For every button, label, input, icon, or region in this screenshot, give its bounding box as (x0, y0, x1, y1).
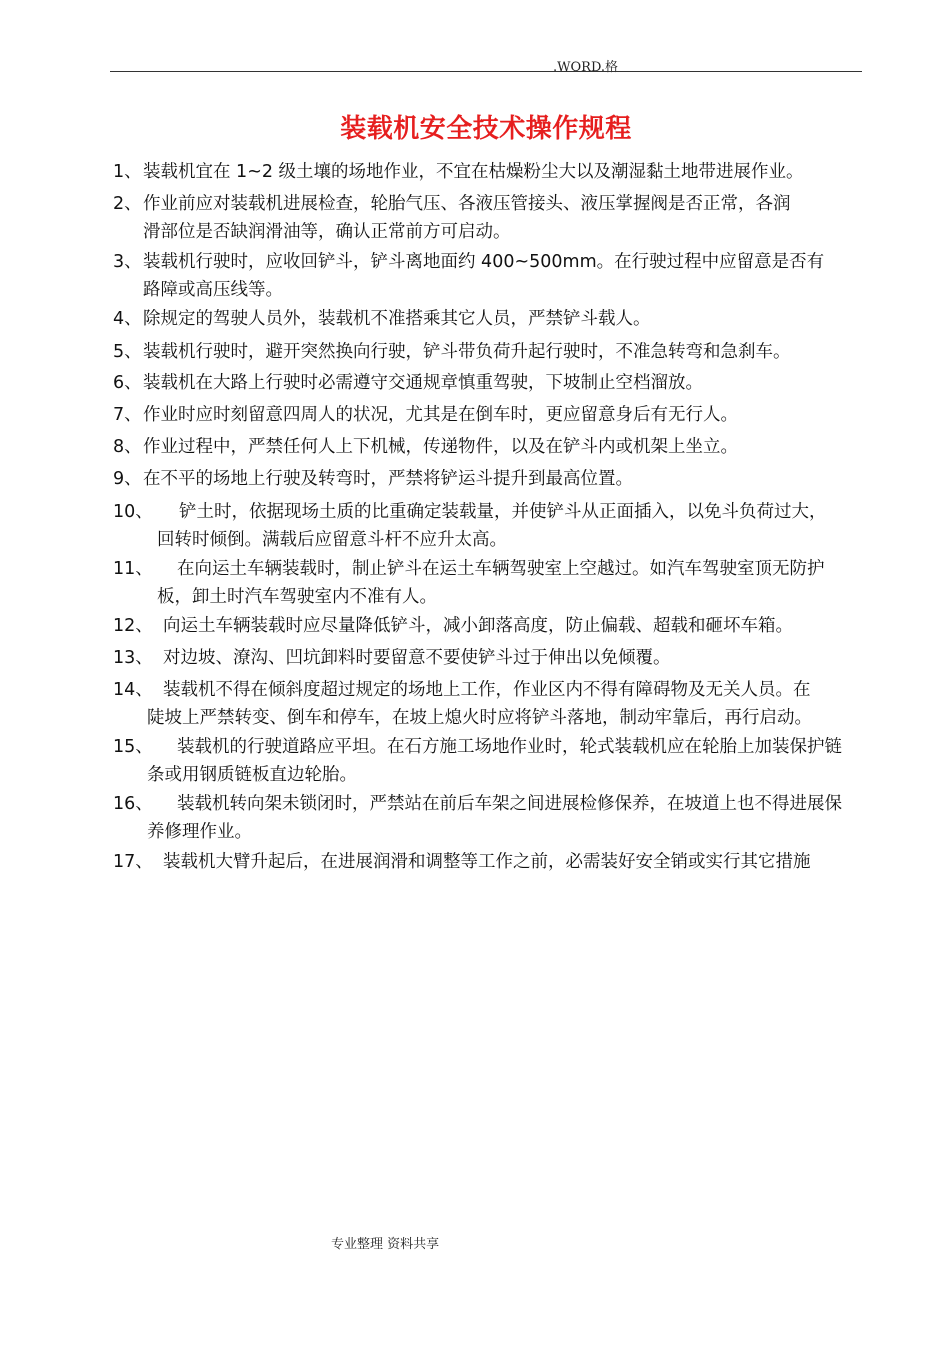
rule-number: 16、 (113, 794, 153, 814)
rule-text-line: 装载机行驶时，避开突然换向行驶，铲斗带负荷升起行驶时，不准急转弯和急刹车。 (143, 342, 791, 362)
rule-text-line: 装载机转向架未锁闭时，严禁站在前后车架之间进展检修保养，在坡道上也不得进展保 (177, 794, 842, 814)
rule-text-line: 陡坡上严禁转变、倒车和停车，在坡上熄火时应将铲斗落地，制动牢靠后，再行启动。 (147, 708, 812, 728)
rule-text-line: 装载机的行驶道路应平坦。在石方施工场地作业时，轮式装载机应在轮胎上加装保护链 (177, 737, 842, 757)
rule-number: 12、 (113, 616, 153, 636)
rule-number: 6、 (113, 373, 142, 393)
rule-text-line: 作业过程中，严禁任何人上下机械，传递物件，以及在铲斗内或机架上坐立。 (143, 437, 738, 457)
rule-number: 10、 (113, 502, 153, 522)
rule-number: 14、 (113, 680, 153, 700)
rule-number: 5、 (113, 342, 142, 362)
rule-text-line: 在向运土车辆装载时，制止铲斗在运土车辆驾驶室上空越过。如汽车驾驶室顶无防护 (177, 559, 825, 579)
rule-text-line: 养修理作业。 (147, 822, 252, 842)
rule-text-line: 装载机在大路上行驶时必需遵守交通规章慎重驾驶，下坡制止空档溜放。 (143, 373, 703, 393)
rule-text-line: 板，卸土时汽车驾驶室内不准有人。 (157, 587, 437, 607)
rule-text-line: 回转时倾倒。满载后应留意斗杆不应升太高。 (157, 530, 507, 550)
rule-text-line: 铲土时，依据现场土质的比重确定装载量，并使铲斗从正面插入，以免斗负荷过大， (179, 502, 827, 522)
rule-number: 7、 (113, 405, 142, 425)
rule-text-line: 路障或高压线等。 (143, 280, 283, 300)
rule-number: 17、 (113, 852, 153, 872)
rule-number: 3、 (113, 252, 142, 272)
rule-text-line: 作业时应时刻留意四周人的状况，尤其是在倒车时，更应留意身后有无行人。 (143, 405, 738, 425)
rule-text-line: 装载机宜在 1~2 级土壤的场地作业，不宜在枯燥粉尘大以及潮湿黏土地带进展作业。 (143, 162, 804, 182)
rule-text-line: 对边坡、潦沟、凹坑卸料时要留意不要使铲斗过于伸出以免倾覆。 (163, 648, 671, 668)
rule-number: 15、 (113, 737, 153, 757)
rule-number: 2、 (113, 194, 142, 214)
rule-number: 11、 (113, 559, 153, 579)
rule-number: 4、 (113, 309, 142, 329)
rule-number: 1、 (113, 162, 142, 182)
rule-number: 9、 (113, 469, 142, 489)
rule-text-line: 滑部位是否缺润滑油等，确认正常前方可启动。 (143, 222, 511, 242)
rule-text-line: 向运土车辆装载时应尽量降低铲斗，减小卸落高度，防止偏载、超载和砸坏车箱。 (163, 616, 793, 636)
rule-number: 13、 (113, 648, 153, 668)
rule-number: 8、 (113, 437, 142, 457)
page-footer-text: 专业整理 资料共享 (331, 1237, 440, 1252)
rule-text-line: 除规定的驾驶人员外，装载机不准搭乘其它人员，严禁铲斗载人。 (143, 309, 651, 329)
rule-text-line: 装载机行驶时，应收回铲斗，铲斗离地面约 400~500mm。在行驶过程中应留意是否有 (143, 252, 825, 272)
page-header-text: .WORD.格 (553, 60, 619, 75)
rule-text-line: 条或用钢质链板直边轮胎。 (147, 765, 357, 785)
rule-text-line: 装载机大臂升起后，在进展润滑和调整等工作之前，必需装好安全销或实行其它措施 (163, 852, 811, 872)
document-title: 装载机安全技术操作规程 (340, 114, 632, 144)
rule-text-line: 装载机不得在倾斜度超过规定的场地上工作，作业区内不得有障碍物及无关人员。在 (163, 680, 811, 700)
rule-text-line: 作业前应对装载机进展检查，轮胎气压、各液压管接头、液压掌握阀是否正常，各润 (143, 194, 791, 214)
header-divider (110, 71, 862, 72)
rule-text-line: 在不平的场地上行驶及转弯时，严禁将铲运斗提升到最高位置。 (143, 469, 633, 489)
